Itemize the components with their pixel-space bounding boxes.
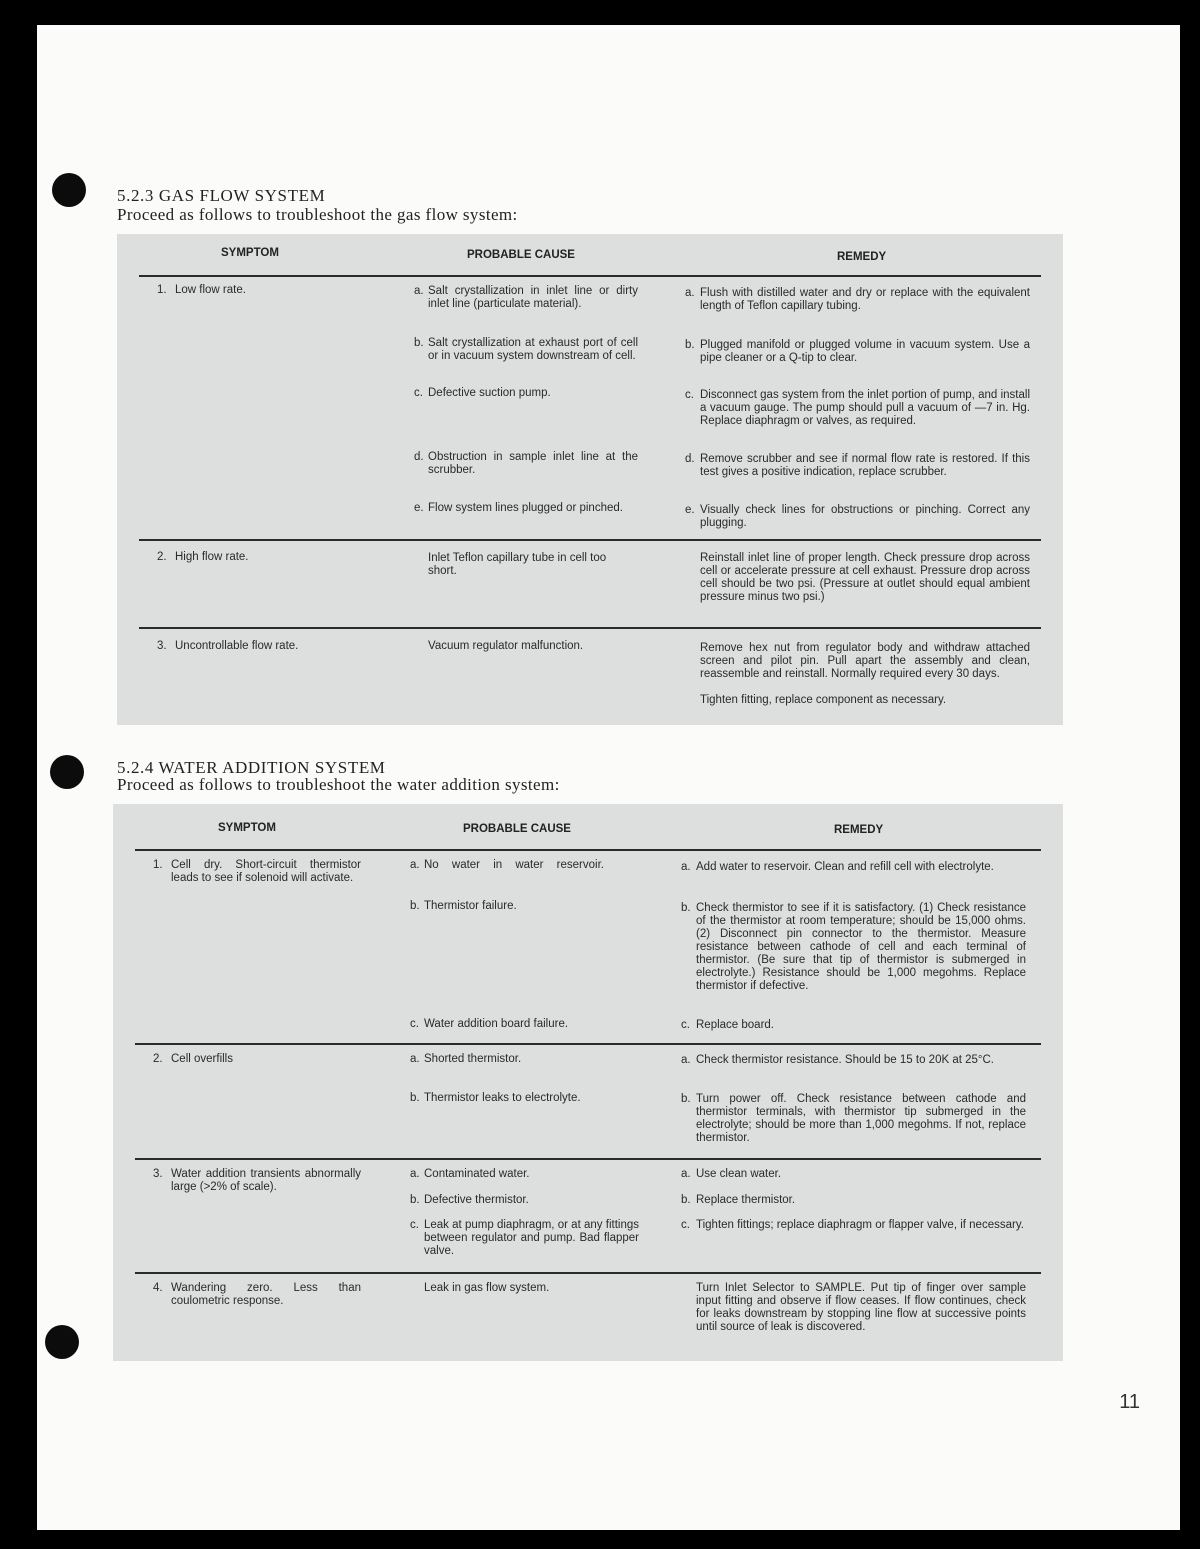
cause-text: Defective thermistor. bbox=[424, 1194, 529, 1206]
section-intro-water-addition: Proceed as follows to troubleshoot the water addition system: bbox=[117, 775, 560, 794]
cause-text: Contaminated water. bbox=[424, 1168, 530, 1180]
remedy-text: Reinstall inlet line of proper length. Check pressure drop across cell or accelerate pressure at cell exhaust. Pressure drop across cell should be two psi. (Pressure at outlet should equal ambient pressure minus two psi.) bbox=[700, 552, 1030, 603]
remedy-text: Replace thermistor. bbox=[696, 1194, 796, 1206]
symptom-number: 1. bbox=[157, 284, 167, 296]
remedy-text: Tighten fitting, replace component as necessary. bbox=[700, 694, 947, 706]
column-header-symptom: SYMPTOM bbox=[221, 247, 279, 259]
cause-text: Water addition board failure. bbox=[424, 1018, 569, 1030]
remedy-text: Remove scrubber and see if normal flow rate is restored. If this test gives a positive indication, replace scrubber. bbox=[700, 453, 1030, 478]
remedy-text: Remove hex nut from regulator body and withdraw attached screen and pilot pin. Pull apart the assembly and clean, reassemble and reinstall. Normally required every 30 days. bbox=[700, 642, 1030, 680]
binder-hole-bottom bbox=[45, 1325, 79, 1359]
header-rule bbox=[139, 275, 1041, 277]
cause-letter: a. bbox=[410, 1053, 420, 1065]
manual-page bbox=[37, 25, 1180, 1530]
cause-letter: b. bbox=[410, 1092, 420, 1104]
column-header-remedy: REMEDY bbox=[834, 824, 884, 836]
remedy-text: Replace board. bbox=[696, 1019, 774, 1031]
remedy-letter: c. bbox=[681, 1219, 690, 1231]
cause-text: Defective suction pump. bbox=[428, 387, 551, 399]
symptom-number: 2. bbox=[157, 551, 167, 563]
symptom-number: 3. bbox=[153, 1168, 163, 1180]
cause-text: Flow system lines plugged or pinched. bbox=[428, 502, 623, 514]
row-rule bbox=[135, 1043, 1041, 1045]
symptom-text: Cell dry. Short-circuit thermistor leads to see if solenoid will activate. bbox=[171, 859, 361, 884]
symptom-text: High flow rate. bbox=[175, 551, 249, 563]
remedy-letter: d. bbox=[685, 453, 695, 465]
row-rule bbox=[139, 539, 1041, 541]
remedy-letter: e. bbox=[685, 504, 695, 516]
symptom-number: 4. bbox=[153, 1282, 163, 1294]
section-intro-gas-flow: Proceed as follows to troubleshoot the gas flow system: bbox=[117, 205, 518, 224]
cause-letter: b. bbox=[414, 337, 424, 349]
symptom-number: 3. bbox=[157, 640, 167, 652]
remedy-text: Flush with distilled water and dry or replace with the equivalent length of Teflon capillary tubing. bbox=[700, 287, 1030, 312]
remedy-letter: c. bbox=[681, 1019, 690, 1031]
remedy-text: Check thermistor resistance. Should be 15 to 20K at 25°C. bbox=[696, 1054, 995, 1066]
binder-hole-middle bbox=[50, 755, 84, 789]
cause-text: Thermistor failure. bbox=[424, 900, 517, 912]
remedy-text: Disconnect gas system from the inlet portion of pump, and install a vacuum gauge. The pump should pull a vacuum of —7 in. Hg. Replace diaphragm or valves, as required. bbox=[700, 389, 1030, 427]
remedy-text: Check thermistor to see if it is satisfactory. (1) Check resistance of the thermistor at room temperature; should be 15,000 ohms. (2) Disconnect pin connector to the thermistor. Measure resistance between cathode of cell and each terminal of thermistor. (Be sure that tip of thermistor is submerged in electrolyte.) Resistance should be 1,000 megohms. Replace thermistor if defective. bbox=[696, 902, 1026, 992]
row-rule bbox=[135, 1272, 1041, 1274]
cause-text: Shorted thermistor. bbox=[424, 1053, 522, 1065]
cause-text: Leak at pump diaphragm, or at any fittings between regulator and pump. Bad flapper valve. bbox=[424, 1219, 639, 1257]
symptom-text: Uncontrollable flow rate. bbox=[175, 640, 299, 652]
remedy-text: Turn power off. Check resistance between cathode and thermistor terminals, with thermistor tip submerged in the electrolyte; should be more than 1,000 megohms. If not, replace thermistor. bbox=[696, 1093, 1026, 1144]
section-title-water-addition: 5.2.4 WATER ADDITION SYSTEM bbox=[117, 758, 386, 777]
symptom-text: Low flow rate. bbox=[175, 284, 246, 296]
remedy-text: Add water to reservoir. Clean and refill cell with electrolyte. bbox=[696, 861, 994, 873]
troubleshooting-table-water-addition bbox=[113, 804, 1063, 1361]
remedy-text: Use clean water. bbox=[696, 1168, 782, 1180]
cause-text: Vacuum regulator malfunction. bbox=[428, 640, 584, 652]
remedy-letter: b. bbox=[681, 1093, 691, 1105]
cause-letter: a. bbox=[410, 1168, 420, 1180]
remedy-text: Plugged manifold or plugged volume in vacuum system. Use a pipe cleaner or a Q-tip to clear. bbox=[700, 339, 1030, 364]
cause-text: Salt crystallization in inlet line or dirty inlet line (particulate material). bbox=[428, 285, 638, 310]
header-rule bbox=[135, 849, 1041, 851]
row-rule bbox=[139, 627, 1041, 629]
cause-text: Leak in gas flow system. bbox=[424, 1282, 550, 1294]
cause-text: Thermistor leaks to electrolyte. bbox=[424, 1092, 581, 1104]
symptom-text: Cell overfills bbox=[171, 1053, 233, 1065]
section-title-gas-flow: 5.2.3 GAS FLOW SYSTEM bbox=[117, 186, 326, 205]
symptom-text: Wandering zero. Less than coulometric response. bbox=[171, 1282, 361, 1307]
remedy-text: Turn Inlet Selector to SAMPLE. Put tip of finger over sample input fitting and observe if flow ceases. If flow continues, check for leaks downstream by stopping line flow at successive points until source of leak is discovered. bbox=[696, 1282, 1026, 1333]
cause-letter: c. bbox=[410, 1018, 419, 1030]
remedy-letter: c. bbox=[685, 389, 694, 401]
cause-letter: b. bbox=[410, 1194, 420, 1206]
cause-letter: c. bbox=[414, 387, 423, 399]
cause-letter: b. bbox=[410, 900, 420, 912]
cause-text: No water in water reservoir. bbox=[424, 859, 604, 871]
symptom-number: 2. bbox=[153, 1053, 163, 1065]
cause-letter: d. bbox=[414, 451, 424, 463]
binder-hole-top bbox=[52, 173, 86, 207]
remedy-letter: b. bbox=[681, 902, 691, 914]
remedy-text: Visually check lines for obstructions or pinching. Correct any plugging. bbox=[700, 504, 1030, 529]
remedy-letter: b. bbox=[685, 339, 695, 351]
page-number: 11 bbox=[1119, 1391, 1140, 1413]
cause-letter: c. bbox=[410, 1219, 419, 1231]
column-header-remedy: REMEDY bbox=[837, 251, 887, 263]
remedy-letter: a. bbox=[681, 861, 691, 873]
cause-text: Obstruction in sample inlet line at the scrubber. bbox=[428, 451, 638, 476]
cause-letter: e. bbox=[414, 502, 424, 514]
column-header-probable-cause: PROBABLE CAUSE bbox=[467, 249, 575, 261]
column-header-symptom: SYMPTOM bbox=[218, 822, 276, 834]
column-header-probable-cause: PROBABLE CAUSE bbox=[463, 823, 571, 835]
cause-text: Inlet Teflon capillary tube in cell too short. bbox=[428, 552, 607, 577]
cause-letter: a. bbox=[410, 859, 420, 871]
remedy-letter: b. bbox=[681, 1194, 691, 1206]
symptom-number: 1. bbox=[153, 859, 163, 871]
row-rule bbox=[135, 1158, 1041, 1160]
troubleshooting-table-gas-flow bbox=[117, 234, 1063, 725]
symptom-text: Water addition transients abnormally large (>2% of scale). bbox=[171, 1168, 361, 1193]
remedy-text: Tighten fittings; replace diaphragm or flapper valve, if necessary. bbox=[696, 1219, 1024, 1231]
cause-letter: a. bbox=[414, 285, 424, 297]
remedy-letter: a. bbox=[685, 287, 695, 299]
remedy-letter: a. bbox=[681, 1054, 691, 1066]
cause-text: Salt crystallization at exhaust port of cell or in vacuum system downstream of cell. bbox=[428, 337, 638, 362]
remedy-letter: a. bbox=[681, 1168, 691, 1180]
